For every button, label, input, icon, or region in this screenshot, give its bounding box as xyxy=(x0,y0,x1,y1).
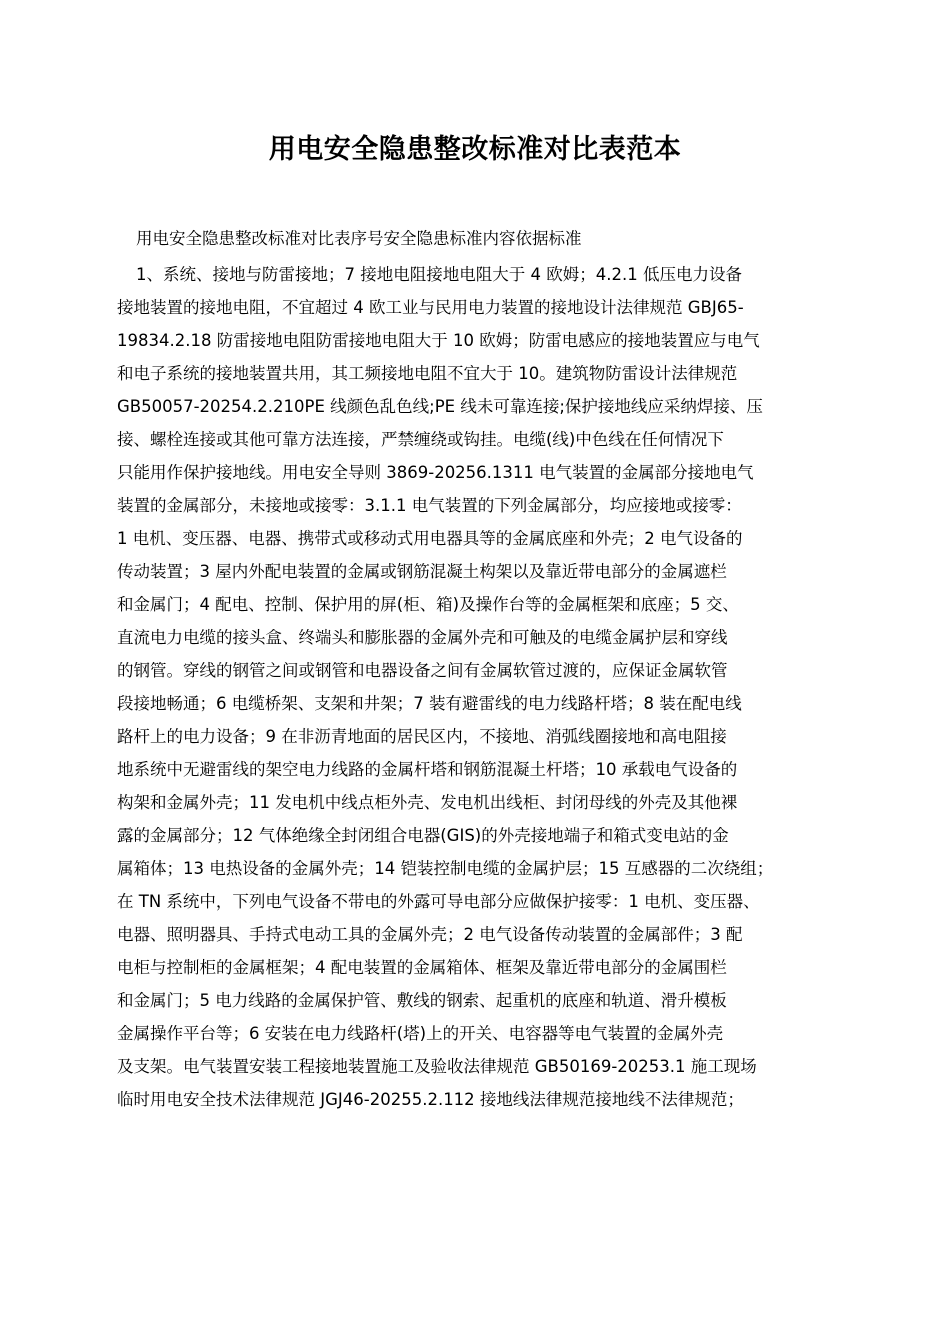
body-line: 路杆上的电力设备；9 在非沥青地面的居民区内，不接地、消弧线圈接地和高电阻接 xyxy=(117,727,727,746)
body-line: 只能用作保护接地线。用电安全导则 3869-20256.1311 电气装置的金属部分接地电气 xyxy=(117,463,754,482)
body-line: 电柜与控制柜的金属框架；4 配电装置的金属箱体、框架及靠近带电部分的金属围栏 xyxy=(117,958,727,977)
body-line: 接地装置的接地电阻，不宜超过 4 欧工业与民用电力装置的接地设计法律规范 GBJ65- xyxy=(117,298,744,317)
body-line: 电器、照明器具、手持式电动工具的金属外壳；2 电气设备传动装置的金属部件；3 配 xyxy=(117,925,743,944)
body-line: 1 电机、变压器、电器、携带式或移动式用电器具等的金属底座和外壳；2 电气设备的 xyxy=(117,529,743,548)
body-line: 和电子系统的接地装置共用，其工频接地电阻不宜大于 10。建筑物防雷设计法律规范 xyxy=(117,364,738,383)
body-line: 临时用电安全技术法律规范 JGJ46-20255.2.112 接地线法律规范接地线不法律规范； xyxy=(117,1090,744,1109)
body-line: 的钢管。穿线的钢管之间或钢管和电器设备之间有金属软管过渡的，应保证金属软管 xyxy=(117,661,728,680)
document-subtitle: 用电安全隐患整改标准对比表序号安全隐患标准内容依据标准 xyxy=(136,229,582,248)
body-line: 传动装置；3 屋内外配电装置的金属或钢筋混凝土构架以及靠近带电部分的金属遮栏 xyxy=(117,562,727,581)
body-line: 及支架。电气装置安装工程接地装置施工及验收法律规范 GB50169-20253.1 施工现场 xyxy=(117,1057,757,1076)
body-line: 和金属门；5 电力线路的金属保护管、敷线的钢索、起重机的底座和轨道、滑升模板 xyxy=(117,991,727,1010)
body-line: 1、系统、接地与防雷接地；7 接地电阻接地电阻大于 4 欧姆；4.2.1 低压电力设备 xyxy=(136,265,742,284)
body-line: 露的金属部分；12 气体绝缘全封闭组合电器(GIS)的外壳接地端子和箱式变电站的金 xyxy=(117,826,729,845)
body-line: 接、螺栓连接或其他可靠方法连接，严禁缠绕或钩挂。电缆(线)中色线在任何情况下 xyxy=(117,430,724,449)
body-line: 构架和金属外壳；11 发电机中线点柜外壳、发电机出线柜、封闭母线的外壳及其他裸 xyxy=(117,793,738,812)
body-line: 装置的金属部分，未接地或接零：3.1.1 电气装置的下列金属部分，均应接地或接零： xyxy=(117,496,742,515)
body-line: 直流电力电缆的接头盒、终端头和膨胀器的金属外壳和可触及的电缆金属护层和穿线 xyxy=(117,628,728,647)
body-line: 地系统中无避雷线的架空电力线路的金属杆塔和钢筋混凝土杆塔；10 承载电气设备的 xyxy=(117,760,738,779)
body-line: 属箱体；13 电热设备的金属外壳；14 铠装控制电缆的金属护层；15 互感器的二次绕组； xyxy=(117,859,774,878)
body-line: 金属操作平台等；6 安装在电力线路杆(塔)上的开关、电容器等电气装置的金属外壳 xyxy=(117,1024,724,1043)
document-body xyxy=(117,258,854,1116)
document-title: 用电安全隐患整改标准对比表范本 xyxy=(268,134,682,165)
body-line: GB50057-20254.2.210PE 线颜色乱色线;PE 线未可靠连接;保护接地线应采纳焊接、压 xyxy=(117,397,763,416)
body-line: 和金属门；4 配电、控制、保护用的屏(柜、箱)及操作台等的金属框架和底座；5 交、 xyxy=(117,595,739,614)
body-line: 19834.2.18 防雷接地电阻防雷接地电阻大于 10 欧姆；防雷电感应的接地装置应与电气 xyxy=(117,331,760,350)
body-line: 段接地畅通；6 电缆桥架、支架和井架；7 装有避雷线的电力线路杆塔；8 装在配电线 xyxy=(117,694,742,713)
body-line: 在 TN 系统中，下列电气设备不带电的外露可导电部分应做保护接零：1 电机、变压器、 xyxy=(117,892,760,911)
